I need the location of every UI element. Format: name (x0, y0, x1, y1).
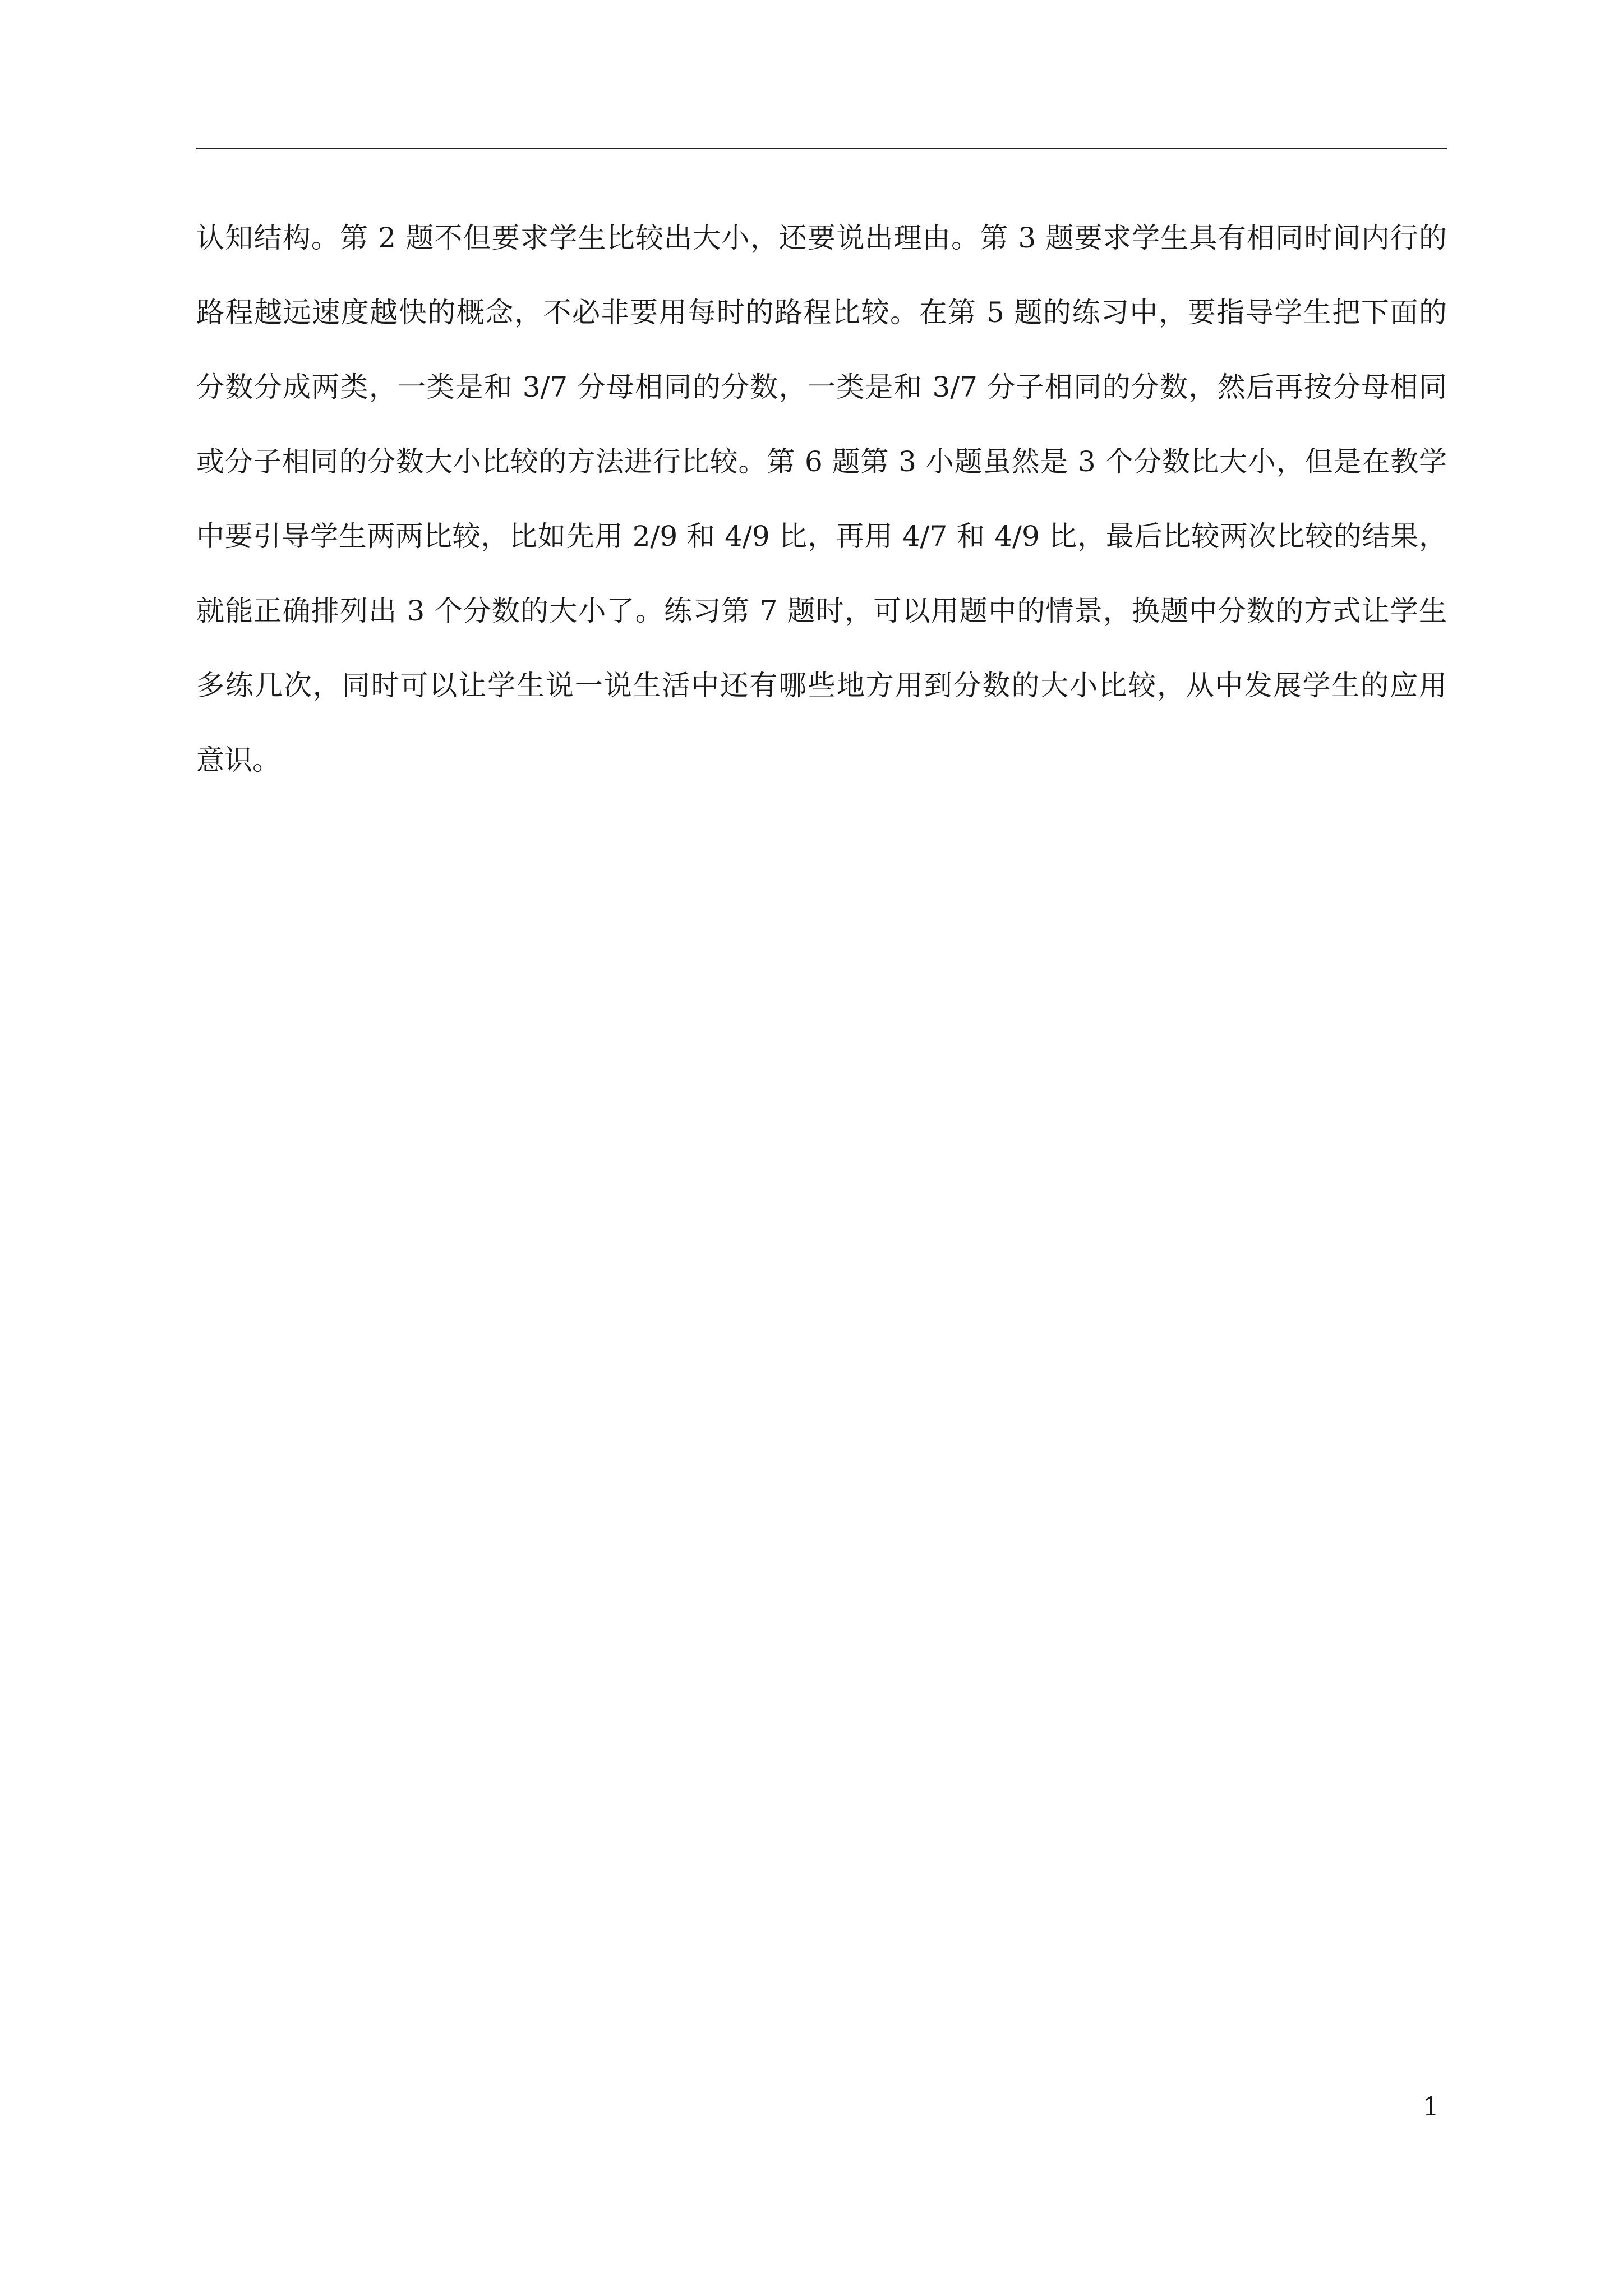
paragraph-line-7: 多练几次，同时可以让学生说一说生活中还有哪些地方用到分数的大小比较，从中发展学生的应用 (196, 669, 1447, 702)
page-number: 1 (1422, 2091, 1439, 2122)
paragraph-line-3: 分数分成两类，一类是和 3/7 分母相同的分数，一类是和 3/7 分子相同的分数，然后再按分母相同 (196, 371, 1447, 403)
header-rule (196, 148, 1447, 149)
paragraph-line-6: 就能正确排列出 3 个分数的大小了。练习第 7 题时，可以用题中的情景，换题中分数的方式让学生 (196, 595, 1447, 627)
paragraph-line-4: 或分子相同的分数大小比较的方法进行比较。第 6 题第 3 小题虽然是 3 个分数比大小，但是在教学 (196, 445, 1447, 478)
paragraph-line-2: 路程越远速度越快的概念，不必非要用每时的路程比较。在第 5 题的练习中，要指导学生把下面的 (196, 296, 1447, 329)
paragraph-line-5: 中要引导学生两两比较，比如先用 2/9 和 4/9 比，再用 4/7 和 4/9 比，最后比较两次比较的结果， (196, 520, 1447, 553)
body-paragraph (196, 201, 1447, 798)
paragraph-line-1: 认知结构。第 2 题不但要求学生比较出大小，还要说出理由。第 3 题要求学生具有相同时间内行的 (196, 222, 1447, 254)
paragraph-line-8: 意识。 (196, 744, 280, 776)
